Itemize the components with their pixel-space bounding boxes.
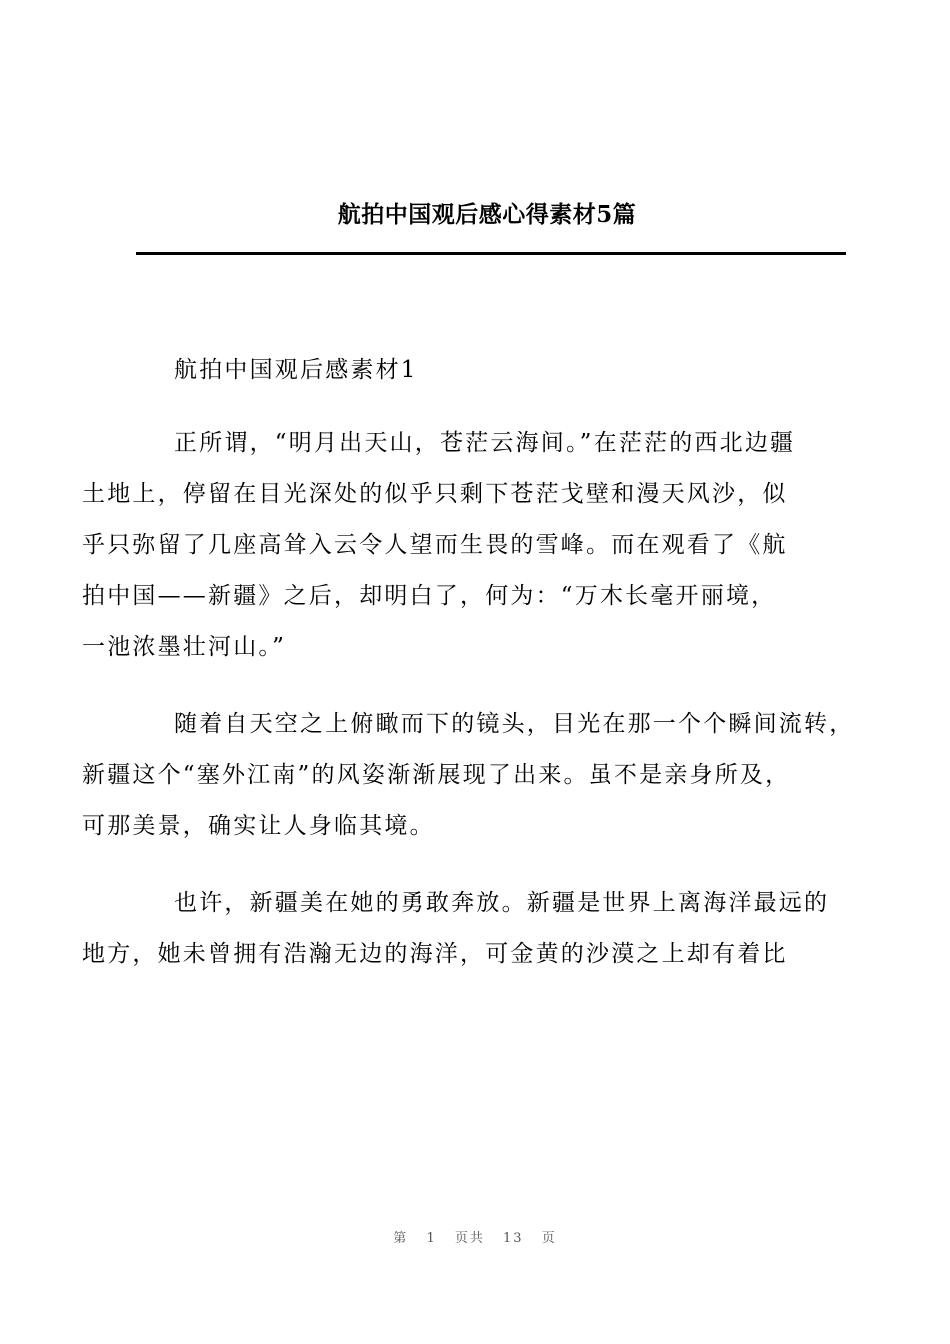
paragraph-line: 可那美景，确实让人身临其境。 bbox=[82, 813, 435, 839]
paragraph-line: 一池浓墨壮河山。” bbox=[82, 634, 287, 660]
section-heading: 航拍中国观后感素材1 bbox=[174, 357, 418, 383]
paragraph-2 bbox=[82, 699, 856, 852]
paragraph-line: 地方，她未曾拥有浩瀚无边的海洋，可金黄的沙漠之上却有着比 bbox=[82, 941, 788, 967]
paragraph-line: 新疆这个“塞外江南”的风姿渐渐展现了出来。虽不是亲身所及， bbox=[82, 762, 791, 788]
paragraph-line: 正所谓，“明月出天山，苍茫云海间。”在茫茫的西北边疆 bbox=[174, 430, 796, 456]
title-divider bbox=[136, 252, 846, 255]
document-title: 航拍中国观后感心得素材5篇 bbox=[337, 201, 637, 228]
footer-suffix: 页 bbox=[541, 1231, 557, 1246]
paragraph-3 bbox=[82, 878, 856, 980]
paragraph-line: 也许，新疆美在她的勇敢奔放。新疆是世界上离海洋最远的 bbox=[174, 890, 830, 916]
paragraph-1 bbox=[82, 418, 856, 673]
footer-middle: 页共 bbox=[454, 1231, 485, 1246]
page-footer bbox=[0, 1229, 950, 1249]
paragraph-line: 乎只弥留了几座高耸入云令人望而生畏的雪峰。而在观看了《航 bbox=[82, 532, 788, 558]
footer-prefix: 第 bbox=[393, 1231, 409, 1246]
paragraph-line: 随着自天空之上俯瞰而下的镜头，目光在那一个个瞬间流转， bbox=[174, 711, 855, 737]
footer-total-pages: 13 bbox=[503, 1231, 524, 1246]
paragraph-line: 土地上，停留在目光深处的似乎只剩下苍茫戈壁和漫天风沙，似 bbox=[82, 481, 788, 507]
footer-page-number: 1 bbox=[426, 1231, 437, 1246]
document-body bbox=[82, 345, 856, 1006]
paragraph-line: 拍中国——新疆》之后，却明白了，何为：“万木长毫开丽境， bbox=[82, 583, 777, 609]
